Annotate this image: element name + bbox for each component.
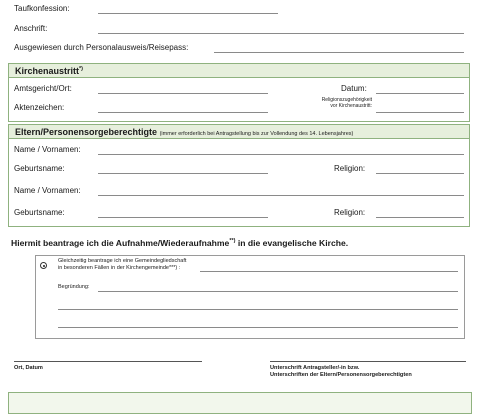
ort-datum-line[interactable]: [14, 361, 202, 362]
antrag-text2: in die evangelische Kirche.: [235, 238, 349, 248]
name2-field[interactable]: [98, 195, 464, 196]
antrag-sup: **): [229, 238, 236, 245]
religion-note-line2: vor Kirchenaustritt:: [330, 103, 372, 109]
religion-note: [282, 97, 372, 109]
begruendung-label: Begründung:: [58, 284, 90, 290]
name1-label: Name / Vornamen:: [14, 145, 81, 154]
religion-note-line1: Religionszugehörigkeit: [321, 97, 372, 103]
eltern-note: (immer erforderlich bei Antragstellung bis zur Vollendung des 14. Lebensjahres): [159, 131, 354, 137]
gemeinde-line2: in besonderen Fällen in der Kirchengemeinde***) :: [58, 265, 181, 271]
begruendung-field-1[interactable]: [98, 291, 458, 292]
ausgewiesen-field[interactable]: [214, 52, 464, 53]
unterschrift-label-2: Unterschriften der Eltern/Personensorgeberechtigten: [270, 372, 412, 378]
anschrift-field[interactable]: [98, 33, 464, 34]
antrag-statement: [11, 238, 348, 248]
religion1-field[interactable]: [376, 173, 464, 174]
eltern-title: Eltern/Personensorgeberechtigte: [15, 127, 158, 137]
amtsgericht-field[interactable]: [98, 93, 268, 94]
ausgewiesen-label: Ausgewiesen durch Personalausweis/Reisepass:: [14, 43, 189, 52]
geburtsname2-label: Geburtsname:: [14, 208, 65, 217]
religion-vor-austritt-field[interactable]: [376, 112, 464, 113]
gemeindegliedschaft-box: [35, 255, 465, 339]
name2-label: Name / Vornamen:: [14, 186, 81, 195]
datum-field[interactable]: [376, 93, 464, 94]
aktenzeichen-label: Aktenzeichen:: [14, 103, 65, 112]
bottom-info-box: [8, 392, 472, 414]
religion1-label: Religion:: [334, 164, 366, 173]
antrag-text: Hiermit beantrage ich die Aufnahme/Wiederaufnahme: [11, 238, 230, 248]
geburtsname2-field[interactable]: [98, 217, 268, 218]
begruendung-field-2[interactable]: [58, 309, 458, 310]
gemeindegliedschaft-radio[interactable]: [40, 262, 47, 269]
taufkonfession-field[interactable]: [98, 13, 278, 14]
amtsgericht-label: Amtsgericht/Ort:: [14, 84, 72, 93]
anschrift-label: Anschrift:: [14, 24, 48, 33]
kirchengemeinde-field[interactable]: [200, 271, 458, 272]
name1-field[interactable]: [98, 154, 464, 155]
unterschrift-label-1: Unterschrift Antragsteller/-in bzw.: [270, 365, 360, 371]
begruendung-field-3[interactable]: [58, 327, 458, 328]
geburtsname1-field[interactable]: [98, 173, 268, 174]
unterschrift-line[interactable]: [270, 361, 466, 362]
gemeinde-line1: Gleichzeitig beantrage ich eine Gemeindegliedschaft: [58, 258, 187, 264]
kirchenaustritt-sup: *): [79, 66, 83, 72]
eltern-header: [9, 125, 469, 139]
datum-label: Datum:: [341, 84, 367, 93]
kirchenaustritt-title: Kirchenaustritt: [15, 66, 80, 76]
religion2-field[interactable]: [376, 217, 464, 218]
eltern-section: [8, 124, 470, 227]
geburtsname1-label: Geburtsname:: [14, 164, 65, 173]
kirchenaustritt-header: [9, 64, 469, 78]
taufkonfession-label: Taufkonfession:: [14, 4, 70, 13]
ort-datum-label: Ort, Datum: [14, 365, 43, 371]
aktenzeichen-field[interactable]: [98, 112, 268, 113]
religion2-label: Religion:: [334, 208, 366, 217]
